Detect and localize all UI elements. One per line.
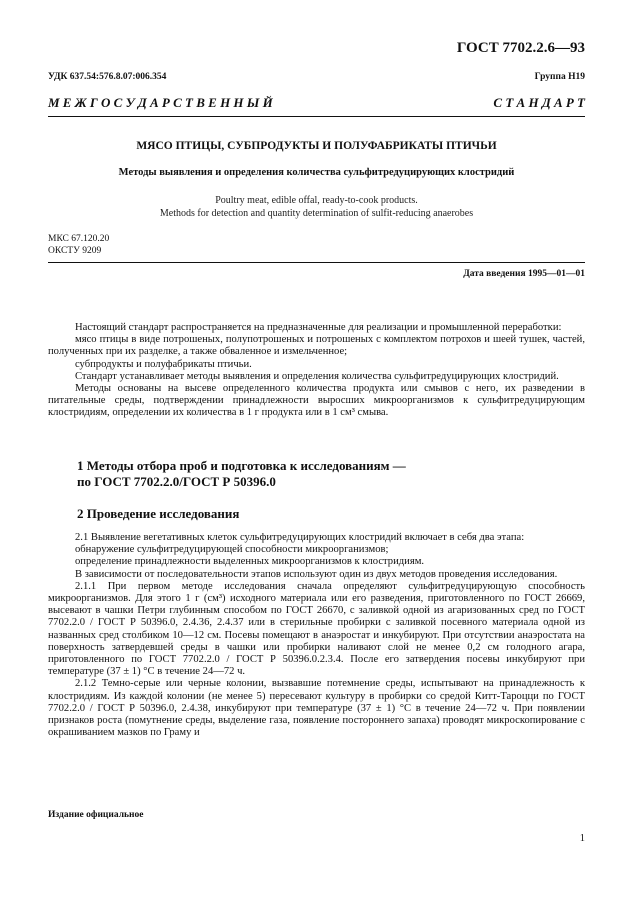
section-1-heading <box>77 458 406 490</box>
english-title-line-2: Methods for detection and quantity determination of sulfit-reducing anaerobes <box>159 208 474 219</box>
paragraph: определение принадлежности выделенных микроорганизмов к клостридиям. <box>75 556 425 568</box>
codes-divider <box>48 262 585 263</box>
classification-codes <box>48 233 109 257</box>
page-number: 1 <box>579 833 585 844</box>
paragraph: мясо птицы в виде потрошеных, полупотрошеных и потрошеных с комплектом потрохов и шеей тушек, частей, полученных при их разделке, а также обваленное и измельченное; <box>48 334 585 358</box>
paragraph: Настоящий стандарт распространяется на предназначенные для реализации и промышленной переработки: <box>75 322 562 333</box>
section-2-text <box>48 532 585 739</box>
standard-number: ГОСТ 7702.2.6—93 <box>456 40 585 56</box>
edition-note: Издание официальное <box>48 810 144 820</box>
section-2-heading: 2 Проведение исследования <box>77 506 240 521</box>
interstate-standard-banner <box>48 95 585 111</box>
group-code: Группа Н19 <box>534 72 585 82</box>
introduction-date: Дата введения 1995—01—01 <box>463 269 585 279</box>
paragraph: 2.1.2 Темно-серые или черные колонии, вызвавшие потемнение среды, испытывают на принадлежность к клостридиям. Из каждой колонии (не менее 5) пересевают культуру в пробирки со средой Китт-Тароцци по ГОСТ 7702.2.0 / ГОСТ Р 50396.0, 2.4.38, инкубируют при температуре (37 ± 1) °С в течение 24—72 ч. При появлении признаков роста (помутнение среды, выделение газа, появление постороннего запаха) проводят микроскопирование с окрашиванием мазков по Граму и <box>48 678 585 739</box>
document-subtitle: Методы выявления и определения количества сульфитредуцирующих клостридий <box>118 167 515 178</box>
paragraph: 2.1.1 При первом методе исследования сначала определяют сульфитредуцирующую способность микроорганизмов. Для этого 1 г (см³) исходного материала или его разведения, приготовленного по ГОСТ 26669, высевают в чашки Петри глубинным способом по ГОСТ 26670, с заливкой одной из агаризованных сред по ГОСТ 7702.2.0 / ГОСТ Р 50396.0, 2.4.36, 2.4.37 или в стерильные пробирки с заливкой посевного материала одной из названных сред столбиком 10—12 см. Посевы помещают в анаэростат и инкубируют. При отсутствии анаэростата на поверхность затвердевшей среды в чашки или пробирки наливают слой не менее 0,2 см голодного агара, приготовленного по ГОСТ 7702.2.0 / ГОСТ Р 50396.0.2.3.4. После его затвердения посевы инкубируют при температуре (37 ± 1) °С в течение 24—72 ч. <box>48 580 585 678</box>
paragraph: обнаружение сульфитредуцирующей способности микроорганизмов; <box>75 544 389 556</box>
paragraph: Методы основаны на высеве определенного количества продукта или смывов с него, их разведении в питательные среды, подтверждении принадлежности выросших микроорганизмов к сульфитредуцирующим клостридиям, определении их количества в 1 г продукта или в 1 см³ смыва. <box>48 383 585 419</box>
paragraph: 2.1 Выявление вегетативных клеток сульфитредуцирующих клостридий включает в себя два этапа: <box>75 532 525 543</box>
document-title: МЯСО ПТИЦЫ, СУБПРОДУКТЫ И ПОЛУФАБРИКАТЫ ПТИЧЬИ <box>136 140 497 152</box>
paragraph: субпродукты и полуфабрикаты птичьи. <box>75 358 252 370</box>
header-divider <box>48 116 585 117</box>
english-title-line-1: Poultry meat, edible offal, ready-to-cook products. <box>215 195 418 206</box>
paragraph: Стандарт устанавливает методы выявления и определения количества сульфитредуцирующих клостридий. <box>75 370 559 382</box>
section-1-heading-line-2: по ГОСТ 7702.2.0/ГОСТ Р 50396.0 <box>77 474 276 489</box>
okstu-code: ОКСТУ 9209 <box>48 246 102 256</box>
udc-code: УДК 637.54:576.8.07:006.354 <box>48 72 167 82</box>
mks-code: МКС 67.120.20 <box>48 234 110 244</box>
banner-word-standard: С Т А Н Д А Р Т <box>493 95 585 110</box>
banner-word-interstate: М Е Ж Г О С У Д А Р С Т В Е Н Н Ы Й <box>48 95 273 110</box>
introduction-text <box>48 322 585 420</box>
section-1-heading-line-1: 1 Методы отбора проб и подготовка к исследованиям — <box>77 458 406 473</box>
paragraph: В зависимости от последовательности этапов используют один из двух методов проведения исследования. <box>75 568 558 580</box>
